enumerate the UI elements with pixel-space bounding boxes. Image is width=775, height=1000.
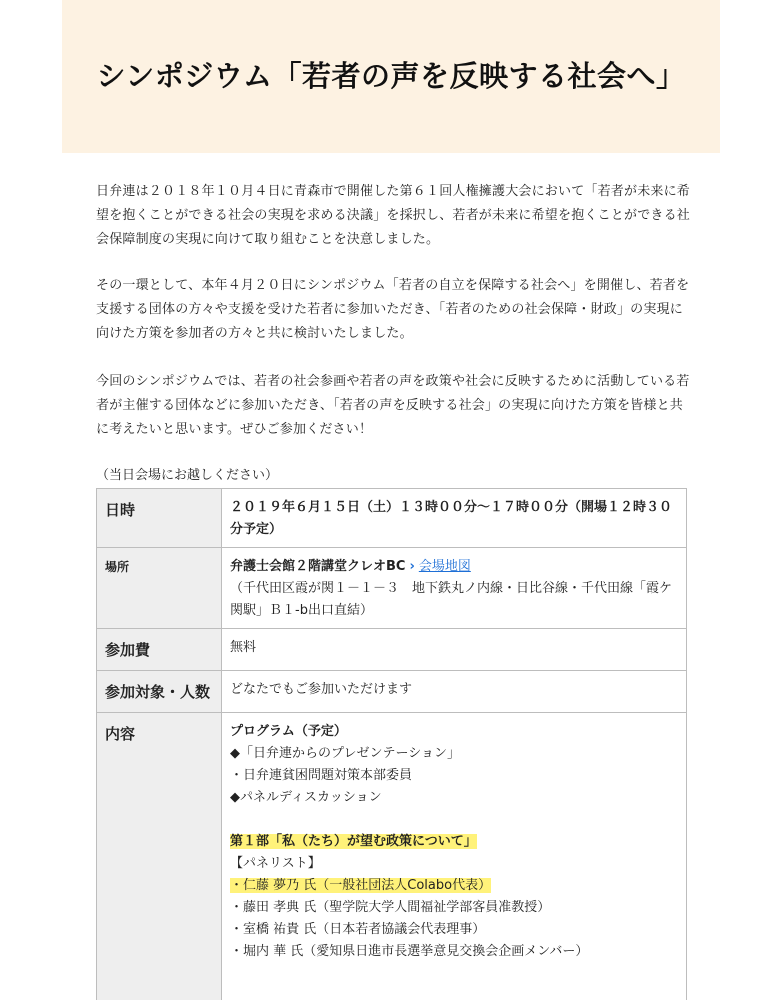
chevron-right-icon[interactable]: › (409, 559, 415, 574)
program-title: プログラム（予定） (230, 724, 347, 739)
venue-label: 場所 (97, 548, 222, 629)
program-line: ・日弁連貧困問題対策本部委員 (230, 768, 413, 783)
spacer (230, 809, 680, 831)
program-line: ◆パネルディスカッション (230, 790, 382, 805)
attendance-note: （当日会場にお越しください） (96, 468, 279, 483)
audience-label: 参加対象・人数 (97, 671, 222, 713)
venue-map-link[interactable]: 会場地図 (418, 559, 471, 574)
fee-value: 無料 (222, 629, 687, 671)
content-value (222, 713, 687, 1000)
date-label: 日時 (97, 489, 222, 548)
intro-paragraph-1: 日弁連は２０１８年１０月４日に青森市で開催した第６１回人権擁護大会において「若者が未来に希望を抱くことができる社会の実現を求める決議」を採択し、若者が未来に希望を抱くことができる社会保障制度の実現に向けて取り組むことを決意しました。 (96, 184, 691, 247)
panelist-header: 【パネリスト】 (230, 856, 321, 871)
spacer (230, 985, 680, 1000)
venue-name: 弁護士会館２階講堂クレオBC (230, 559, 406, 574)
content-label: 内容 (97, 713, 222, 1000)
intro-paragraph-3: 今回のシンポジウムでは、若者の社会参画や若者の声を政策や社会に反映するために活動している若者が主催する団体などに参加いただき、「若者の声を反映する社会」の実現に向けた方策を皆様と共に考えたいと思います。ぜひご参加ください！ (96, 374, 690, 437)
panelist-highlighted: ・仁藤 夢乃 氏（一般社団法人Colabo代表） (230, 878, 492, 893)
panelist-item: ・堀内 華 氏（愛知県日進市長選挙意見交換会企画メンバー） (230, 944, 589, 959)
event-info-table (96, 488, 687, 1000)
page-title: シンポジウム「若者の声を反映する社会へ」 (96, 59, 686, 93)
audience-value: どなたでもご参加いただけます (222, 671, 687, 713)
table-row-content (97, 713, 687, 1000)
date-value: ２０１９年６月１５日（土）１３時００分～１７時００分（開場１２時３０分予定） (222, 489, 687, 548)
intro-paragraph-2: その一環として、本年４月２０日にシンポジウム「若者の自立を保障する社会へ」を開催し、若者を支援する団体の方々や支援を受けた若者に参加いただき、「若者のための社会保障・財政」の実現に向けた方策を参加者の方々と共に検討いたしました。 (96, 278, 690, 341)
fee-label: 参加費 (97, 629, 222, 671)
venue-value (222, 548, 687, 629)
table-row-date (97, 489, 687, 548)
table-row-audience (97, 671, 687, 713)
spacer (230, 963, 680, 985)
venue-address: （千代田区霞が関１－１－３ 地下鉄丸ノ内線・日比谷線・千代田線「霞ケ関駅」Ｂ１-b出口直結） (230, 581, 673, 618)
title-banner (62, 0, 720, 153)
panelist-item: ・藤田 孝典 氏（聖学院大学人間福祉学部客員准教授） (230, 900, 551, 915)
table-row-fee (97, 629, 687, 671)
program-line: ◆「日弁連からのプレゼンテーション」 (230, 746, 460, 761)
part1-title: 第１部「私（たち）が望む政策について」 (230, 834, 477, 849)
table-row-venue (97, 548, 687, 629)
panelist-item: ・室橋 祐貴 氏（日本若者協議会代表理事） (230, 922, 486, 937)
